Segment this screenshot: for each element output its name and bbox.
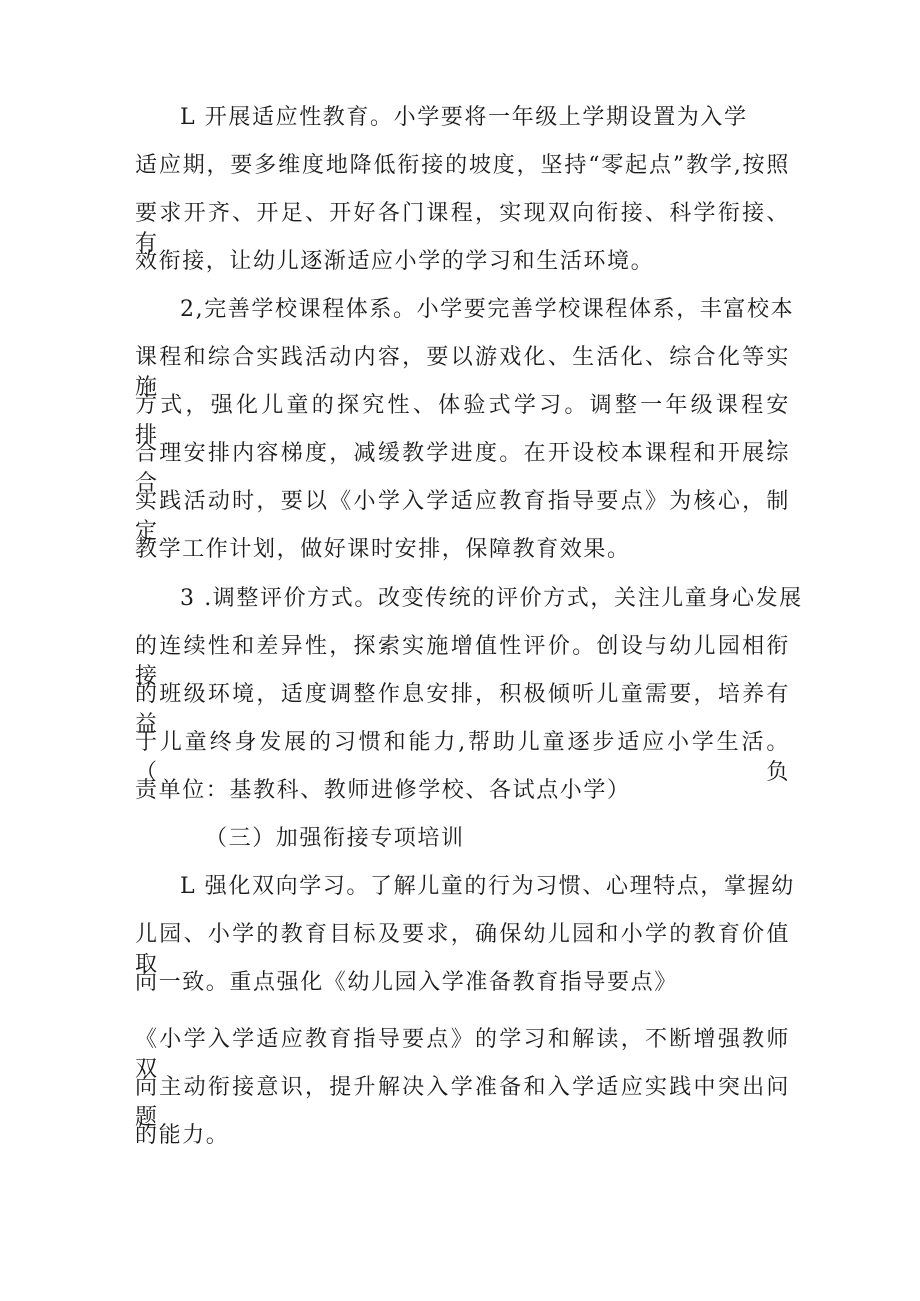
paragraph-5-line-2: 向主动衔接意识，提升解决入学准备和入学适应实践中突出问题 <box>135 1075 790 1130</box>
paragraph-4-line-2: 儿园、小学的教育目标及要求，确保幼儿园和小学的教育价值取 <box>135 922 790 977</box>
paragraph-2-line-3: 方式，强化儿童的探究性、体验式学习。调整一年级课程安排， <box>135 393 790 448</box>
paragraph-1-line-1: L 开展适应性教育。小学要将一年级上学期设置为入学 <box>180 105 748 130</box>
paragraph-2-line-1: 2,完善学校课程体系。小学要完善学校课程体系，丰富校本 <box>180 297 795 322</box>
paragraph-3-line-2: 的连续性和差异性，探索实施增值性评价。创设与幼儿园相衔接 <box>135 634 790 689</box>
paragraph-2-line-5: 实践活动时，要以《小学入学适应教育指导要点》为核心，制定 <box>135 489 790 544</box>
paragraph-2-line-4: 合理安排内容梯度，减缓教学进度。在开设校本课程和开展综合 <box>135 441 790 496</box>
paragraph-3-line-1: 3 .调整评价方式。改变传统的评价方式，关注儿童身心发展 <box>180 586 803 611</box>
paragraph-5-line-3: 的能力。 <box>135 1123 230 1148</box>
paragraph-2-line-2: 课程和综合实践活动内容，要以游戏化、生活化、综合化等实施 <box>135 345 790 400</box>
section-heading: （三）加强衔接专项培训 <box>205 826 465 851</box>
paragraph-1-line-2: 适应期，要多维度地降低衔接的坡度，坚持“零起点”教学,按照 <box>135 153 790 178</box>
paragraph-3-line-4: 于儿童终身发展的习惯和能力,帮助儿童逐步适应小学生活。（负 <box>135 730 790 785</box>
paragraph-3-line-3: 的班级环境，适度调整作息安排，积极倾听儿童需要，培养有益 <box>135 682 790 737</box>
paragraph-4-line-1: L 强化双向学习。了解儿童的行为习惯、心理特点，掌握幼 <box>180 874 795 899</box>
paragraph-1-line-3: 要求开齐、开足、开好各门课程，实现双向衔接、科学衔接、有 <box>135 201 790 256</box>
paragraph-2-line-6: 教学工作计划，做好课时安排，保障教育效果。 <box>135 537 631 562</box>
paragraph-4-line-3: 向一致。重点强化《幼儿园入学准备教育指导要点》 <box>135 970 678 995</box>
paragraph-3-line-5: 责单位：基教科、教师进修学校、各试点小学） <box>135 778 631 803</box>
paragraph-5-line-1: 《小学入学适应教育指导要点》的学习和解读，不断增强教师双 <box>135 1027 790 1082</box>
paragraph-1-line-4: 效衔接，让幼儿逐渐适应小学的学习和生活环境。 <box>135 249 655 274</box>
